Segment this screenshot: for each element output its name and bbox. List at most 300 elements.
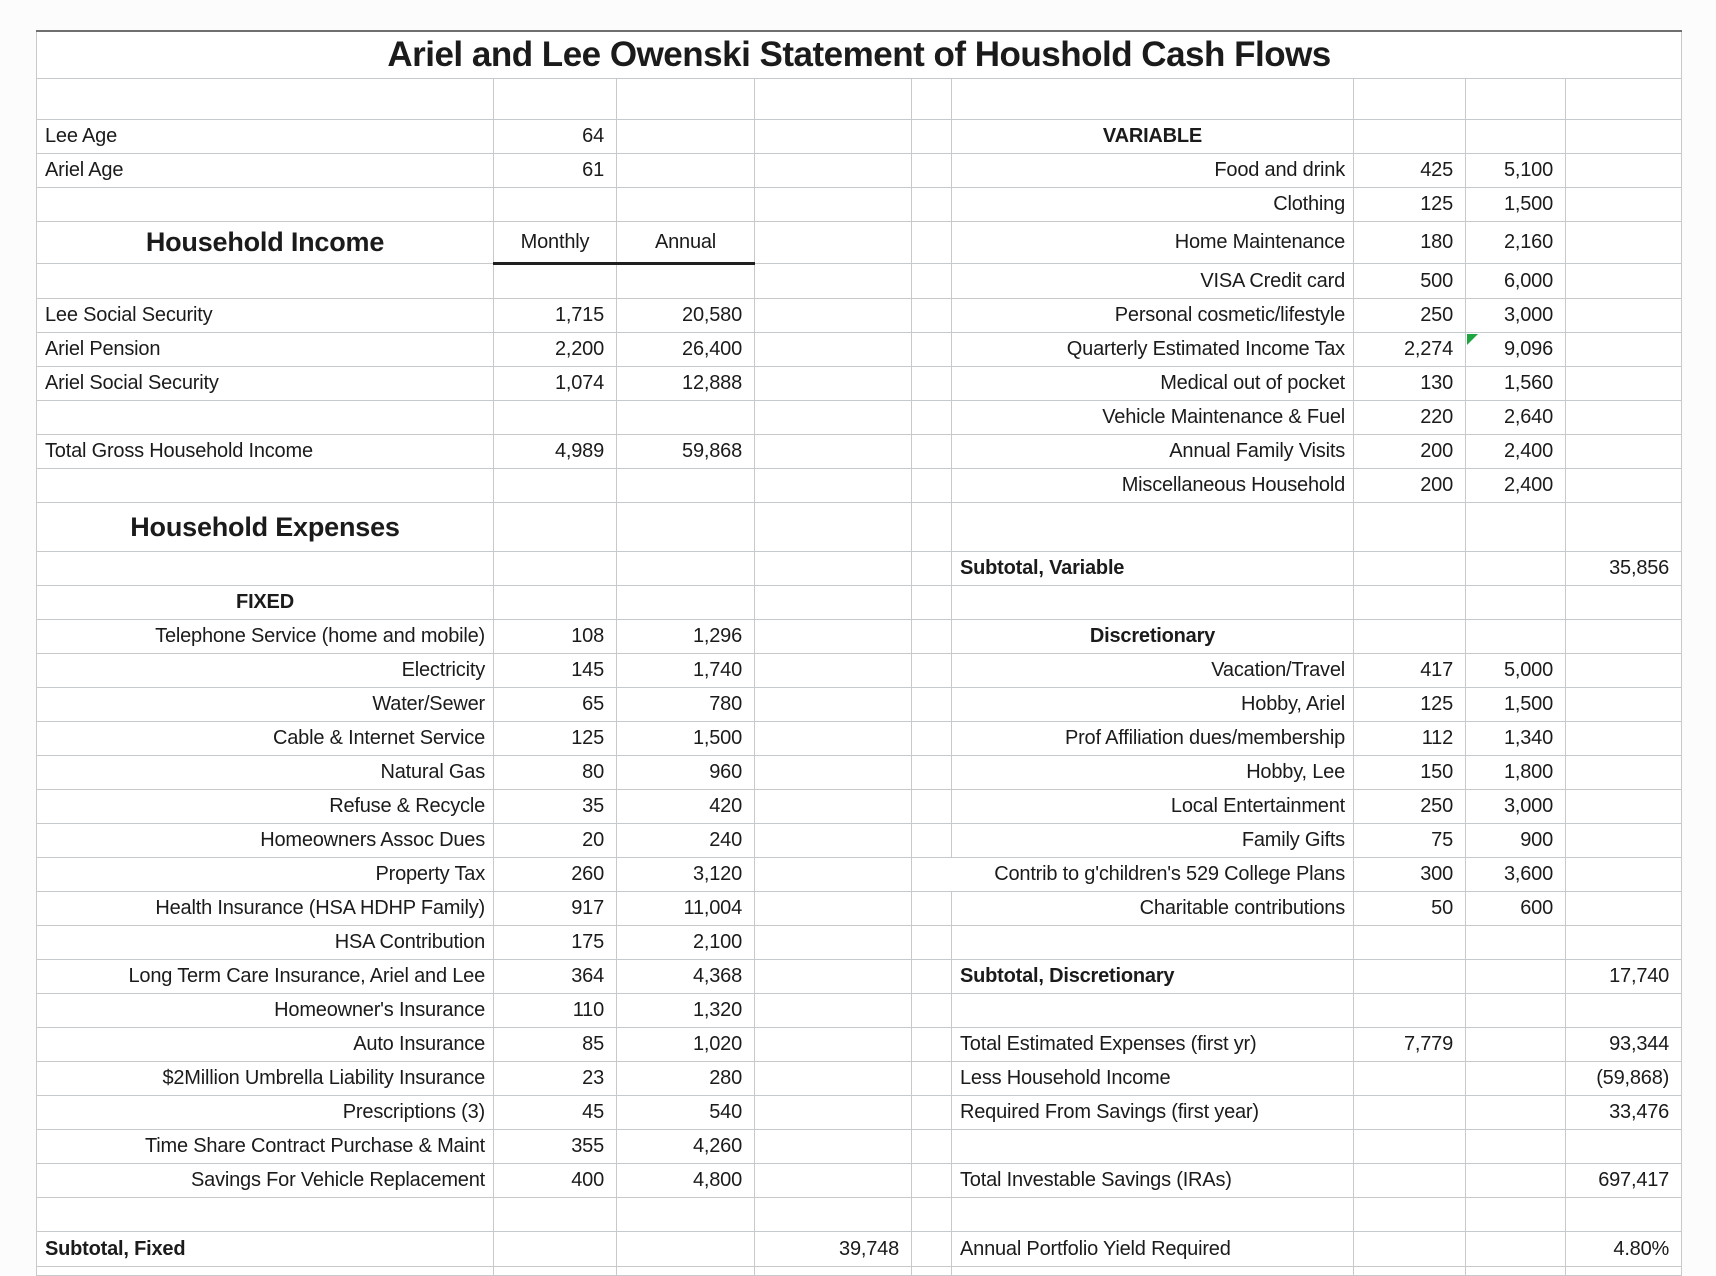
empty-cell [1466,503,1566,552]
home-maintenance-annual: 2,160 [1466,222,1566,264]
total-estimated-expenses-monthly: 7,779 [1354,1028,1466,1062]
property-tax-monthly: 260 [494,858,617,892]
row-time-share [37,1130,1682,1164]
empty-cell [37,1267,494,1276]
empty-cell [912,756,952,790]
household-expenses-heading: Household Expenses [37,503,494,552]
subtotal-fixed-label: Subtotal, Fixed [37,1232,494,1267]
row-health-insurance [37,892,1682,926]
annual-family-visits-annual: 2,400 [1466,435,1566,469]
hobby-ariel-monthly: 125 [1354,688,1466,722]
empty-cell [755,1267,912,1276]
row-auto-insurance [37,1028,1682,1062]
natural-gas-monthly: 80 [494,756,617,790]
empty-cell [755,892,912,926]
empty-cell [1566,824,1682,858]
household-income-heading: Household Income [37,222,494,264]
empty-cell [755,756,912,790]
health-insurance-label: Health Insurance (HSA HDHP Family) [37,892,494,926]
empty-cell [617,503,755,552]
row-natural-gas [37,756,1682,790]
empty-cell [37,188,494,222]
visa-credit-card-monthly: 500 [1354,264,1466,299]
hobby-lee-annual: 1,800 [1466,756,1566,790]
lee-social-security-annual: 20,580 [617,299,755,333]
empty-cell [912,654,952,688]
empty-cell [952,1198,1354,1232]
row-ltc-insurance [37,960,1682,994]
property-tax-label: Property Tax [37,858,494,892]
water-sewer-monthly: 65 [494,688,617,722]
prof-affiliation-monthly: 112 [1354,722,1466,756]
empty-cell [1566,688,1682,722]
auto-insurance-monthly: 85 [494,1028,617,1062]
less-household-income-value: (59,868) [1566,1062,1682,1096]
clothing-annual: 1,500 [1466,188,1566,222]
empty-cell [1466,586,1566,620]
empty-cell [755,858,912,892]
empty-cell [755,688,912,722]
hobby-lee-monthly: 150 [1354,756,1466,790]
empty-cell [37,1198,494,1232]
row-vehicle-replacement-savings [37,1164,1682,1198]
empty-cell [912,586,952,620]
empty-cell [912,1028,952,1062]
row-title [37,31,1682,79]
vehicle-replacement-label: Savings For Vehicle Replacement [37,1164,494,1198]
row-income-header [37,222,1682,264]
empty-cell [912,926,952,960]
personal-cosmetic-label: Personal cosmetic/lifestyle [952,299,1354,333]
lee-age-value: 64 [494,120,617,154]
empty-cell [912,1198,952,1232]
empty-cell [494,79,617,120]
row-visa [37,264,1682,299]
annual-family-visits-label: Annual Family Visits [952,435,1354,469]
empty-cell [37,401,494,435]
empty-cell [1566,401,1682,435]
umbrella-insurance-label: $2Million Umbrella Liability Insurance [37,1062,494,1096]
empty-cell [1466,1232,1566,1267]
row-property-tax [37,858,1682,892]
hobby-ariel-label: Hobby, Ariel [952,688,1354,722]
ltc-insurance-annual: 4,368 [617,960,755,994]
fixed-section-heading: FIXED [37,586,494,620]
row-vehicle-maintenance [37,401,1682,435]
annual-portfolio-yield-label: Annual Portfolio Yield Required [952,1232,1354,1267]
row-ariel-pension [37,333,1682,367]
empty-cell [494,469,617,503]
empty-cell [912,1164,952,1198]
time-share-label: Time Share Contract Purchase & Maint [37,1130,494,1164]
empty-cell [1354,620,1466,654]
empty-cell [912,722,952,756]
empty-cell [617,154,755,188]
cash-flow-table [36,30,1682,1276]
empty-cell [1354,926,1466,960]
row-lee-age [37,120,1682,154]
clothing-monthly: 125 [1354,188,1466,222]
row-refuse-recycle [37,790,1682,824]
empty-cell [755,120,912,154]
row-hoa-dues [37,824,1682,858]
empty-cell [1354,1130,1466,1164]
empty-cell [1354,586,1466,620]
row-subtotal-fixed [37,1232,1682,1267]
empty-cell [755,1130,912,1164]
prescriptions-label: Prescriptions (3) [37,1096,494,1130]
quarterly-income-tax-annual-value: 9,096 [1503,338,1553,360]
quarterly-income-tax-label: Quarterly Estimated Income Tax [952,333,1354,367]
ltc-insurance-monthly: 364 [494,960,617,994]
home-maintenance-label: Home Maintenance [952,222,1354,264]
cable-internet-label: Cable & Internet Service [37,722,494,756]
empty-cell [1354,552,1466,586]
empty-cell [1466,994,1566,1028]
required-from-savings-label: Required From Savings (first year) [952,1096,1354,1130]
family-gifts-monthly: 75 [1354,824,1466,858]
empty-cell [617,552,755,586]
subtotal-variable-label: Subtotal, Variable [952,552,1354,586]
hobby-lee-label: Hobby, Lee [952,756,1354,790]
empty-cell [912,688,952,722]
local-entertainment-monthly: 250 [1354,790,1466,824]
variable-section-heading: VARIABLE [952,120,1354,154]
empty-cell [912,1130,952,1164]
empty-cell [1354,1164,1466,1198]
miscellaneous-household-annual: 2,400 [1466,469,1566,503]
water-sewer-label: Water/Sewer [37,688,494,722]
ariel-pension-annual: 26,400 [617,333,755,367]
row-cable-internet [37,722,1682,756]
natural-gas-label: Natural Gas [37,756,494,790]
ariel-pension-monthly: 2,200 [494,333,617,367]
spreadsheet [36,30,1682,1276]
visa-credit-card-annual: 6,000 [1466,264,1566,299]
empty-cell [755,1096,912,1130]
water-sewer-annual: 780 [617,688,755,722]
empty-cell [1354,79,1466,120]
empty-cell [952,586,1354,620]
time-share-monthly: 355 [494,1130,617,1164]
empty-cell [1466,1198,1566,1232]
empty-cell [755,299,912,333]
empty-cell [1566,222,1682,264]
empty-cell [37,79,494,120]
empty-cell [617,1232,755,1267]
empty-cell [912,264,952,299]
empty-cell [1566,994,1682,1028]
empty-cell [617,188,755,222]
empty-cell [617,120,755,154]
subtotal-discretionary-label: Subtotal, Discretionary [952,960,1354,994]
total-estimated-expenses-annual: 93,344 [1566,1028,1682,1062]
quarterly-income-tax-annual [1466,333,1566,367]
electricity-monthly: 145 [494,654,617,688]
empty-cell [952,994,1354,1028]
medical-out-of-pocket-annual: 1,560 [1466,367,1566,401]
vacation-travel-label: Vacation/Travel [952,654,1354,688]
prescriptions-annual: 540 [617,1096,755,1130]
telephone-service-monthly: 108 [494,620,617,654]
empty-cell [494,401,617,435]
empty-cell [912,435,952,469]
empty-cell [617,469,755,503]
cable-internet-annual: 1,500 [617,722,755,756]
row-blank [37,79,1682,120]
miscellaneous-household-monthly: 200 [1354,469,1466,503]
empty-cell [952,503,1354,552]
vacation-travel-monthly: 417 [1354,654,1466,688]
empty-cell [755,926,912,960]
vehicle-maintenance-label: Vehicle Maintenance & Fuel [952,401,1354,435]
page-title: Ariel and Lee Owenski Statement of Houshold Cash Flows [37,31,1682,79]
empty-cell [912,469,952,503]
natural-gas-annual: 960 [617,756,755,790]
clothing-label: Clothing [952,188,1354,222]
empty-cell [1566,1198,1682,1232]
empty-cell [1466,552,1566,586]
annual-column-header: Annual [617,222,755,264]
annual-family-visits-monthly: 200 [1354,435,1466,469]
empty-cell [1566,926,1682,960]
subtotal-variable-value: 35,856 [1566,552,1682,586]
empty-cell [755,960,912,994]
empty-cell [912,503,952,552]
refuse-recycle-monthly: 35 [494,790,617,824]
empty-cell [1566,367,1682,401]
empty-cell [755,722,912,756]
empty-cell [494,503,617,552]
row-clothing [37,188,1682,222]
empty-cell [1466,79,1566,120]
telephone-service-annual: 1,296 [617,620,755,654]
vehicle-maintenance-annual: 2,640 [1466,401,1566,435]
homeowners-insurance-annual: 1,320 [617,994,755,1028]
empty-cell [912,552,952,586]
charitable-contributions-monthly: 50 [1354,892,1466,926]
row-ariel-age-food [37,154,1682,188]
lee-age-label: Lee Age [37,120,494,154]
empty-cell [494,1267,617,1276]
cell-error-indicator-icon [1467,334,1478,345]
empty-cell [912,994,952,1028]
empty-cell [494,264,617,299]
food-and-drink-monthly: 425 [1354,154,1466,188]
empty-cell [912,333,952,367]
homeowners-insurance-label: Homeowner's Insurance [37,994,494,1028]
row-ariel-social-security [37,367,1682,401]
hobby-ariel-annual: 1,500 [1466,688,1566,722]
property-tax-annual: 3,120 [617,858,755,892]
row-miscellaneous-household [37,469,1682,503]
empty-cell [1566,188,1682,222]
discretionary-section-heading: Discretionary [952,620,1354,654]
row-subtotal-variable [37,552,1682,586]
empty-cell [952,79,1354,120]
empty-cell [1466,960,1566,994]
empty-cell [755,620,912,654]
empty-cell [1466,1062,1566,1096]
empty-cell [755,79,912,120]
row-expenses-heading [37,503,1682,552]
ariel-social-security-label: Ariel Social Security [37,367,494,401]
empty-cell [755,401,912,435]
empty-cell [617,586,755,620]
empty-cell [952,1267,1354,1276]
empty-cell [755,552,912,586]
empty-cell [1566,79,1682,120]
empty-cell [1566,435,1682,469]
hoa-dues-monthly: 20 [494,824,617,858]
empty-cell [1566,892,1682,926]
empty-cell [1466,1028,1566,1062]
total-gross-income-annual: 59,868 [617,435,755,469]
empty-cell [37,469,494,503]
food-and-drink-annual: 5,100 [1466,154,1566,188]
empty-cell [1466,1164,1566,1198]
empty-cell [617,79,755,120]
empty-cell [617,264,755,299]
annual-portfolio-yield-value: 4.80% [1566,1232,1682,1267]
empty-cell [912,299,952,333]
empty-cell [912,960,952,994]
ltc-insurance-label: Long Term Care Insurance, Ariel and Lee [37,960,494,994]
vacation-travel-annual: 5,000 [1466,654,1566,688]
empty-cell [912,222,952,264]
electricity-label: Electricity [37,654,494,688]
empty-cell [1354,1198,1466,1232]
empty-cell [1566,264,1682,299]
charitable-contributions-label: Charitable contributions [952,892,1354,926]
subtotal-fixed-value: 39,748 [755,1232,912,1267]
health-insurance-annual: 11,004 [617,892,755,926]
empty-cell [755,1062,912,1096]
empty-cell [1466,1096,1566,1130]
row-water-sewer [37,688,1682,722]
empty-cell [1566,503,1682,552]
empty-cell [617,401,755,435]
empty-cell [1466,1130,1566,1164]
empty-cell [1354,994,1466,1028]
empty-cell [912,188,952,222]
empty-cell [1566,654,1682,688]
empty-cell [912,790,952,824]
medical-out-of-pocket-monthly: 130 [1354,367,1466,401]
ariel-social-security-annual: 12,888 [617,367,755,401]
row-fixed-heading [37,586,1682,620]
row-prescriptions [37,1096,1682,1130]
row-hsa-contribution [37,926,1682,960]
empty-cell [1466,926,1566,960]
vehicle-maintenance-monthly: 220 [1354,401,1466,435]
hsa-contribution-label: HSA Contribution [37,926,494,960]
empty-cell [1566,120,1682,154]
vehicle-replacement-annual: 4,800 [617,1164,755,1198]
empty-cell [755,824,912,858]
row-blank [37,1198,1682,1232]
cable-internet-monthly: 125 [494,722,617,756]
empty-cell [912,892,952,926]
electricity-annual: 1,740 [617,654,755,688]
hoa-dues-label: Homeowners Assoc Dues [37,824,494,858]
empty-cell [912,1096,952,1130]
total-gross-income-label: Total Gross Household Income [37,435,494,469]
empty-cell [912,1062,952,1096]
health-insurance-monthly: 917 [494,892,617,926]
empty-cell [755,790,912,824]
empty-cell [755,503,912,552]
empty-cell [37,552,494,586]
empty-cell [755,994,912,1028]
empty-cell [1566,1130,1682,1164]
telephone-service-label: Telephone Service (home and mobile) [37,620,494,654]
row-umbrella-insurance [37,1062,1682,1096]
empty-cell [912,1267,952,1276]
empty-cell [1354,1096,1466,1130]
empty-cell [755,222,912,264]
empty-cell [1354,1267,1466,1276]
empty-cell [912,79,952,120]
row-electricity [37,654,1682,688]
hsa-contribution-monthly: 175 [494,926,617,960]
empty-cell [1466,1267,1566,1276]
empty-cell [494,552,617,586]
empty-cell [952,926,1354,960]
empty-cell [755,654,912,688]
local-entertainment-label: Local Entertainment [952,790,1354,824]
empty-cell [1354,503,1466,552]
homeowners-insurance-monthly: 110 [494,994,617,1028]
empty-cell [755,586,912,620]
total-gross-income-monthly: 4,989 [494,435,617,469]
lee-social-security-monthly: 1,715 [494,299,617,333]
ariel-age-label: Ariel Age [37,154,494,188]
empty-cell [1566,154,1682,188]
miscellaneous-household-label: Miscellaneous Household [952,469,1354,503]
contrib-529-annual: 3,600 [1466,858,1566,892]
empty-cell [1354,1232,1466,1267]
empty-cell [494,586,617,620]
empty-cell [37,264,494,299]
empty-cell [1466,620,1566,654]
contrib-529-label: Contrib to g'children's 529 College Plans [912,858,1354,892]
empty-cell [1566,1267,1682,1276]
empty-cell [1566,858,1682,892]
ariel-age-value: 61 [494,154,617,188]
auto-insurance-annual: 1,020 [617,1028,755,1062]
charitable-contributions-annual: 600 [1466,892,1566,926]
row-homeowners-insurance [37,994,1682,1028]
total-estimated-expenses-label: Total Estimated Expenses (first yr) [952,1028,1354,1062]
empty-cell [755,435,912,469]
required-from-savings-value: 33,476 [1566,1096,1682,1130]
empty-cell [912,367,952,401]
empty-cell [617,1198,755,1232]
empty-cell [755,264,912,299]
time-share-annual: 4,260 [617,1130,755,1164]
empty-cell [912,401,952,435]
hsa-contribution-annual: 2,100 [617,926,755,960]
auto-insurance-label: Auto Insurance [37,1028,494,1062]
family-gifts-label: Family Gifts [952,824,1354,858]
empty-cell [617,1267,755,1276]
prof-affiliation-annual: 1,340 [1466,722,1566,756]
empty-cell [1566,469,1682,503]
empty-cell [1566,620,1682,654]
empty-cell [1566,299,1682,333]
food-and-drink-label: Food and drink [952,154,1354,188]
